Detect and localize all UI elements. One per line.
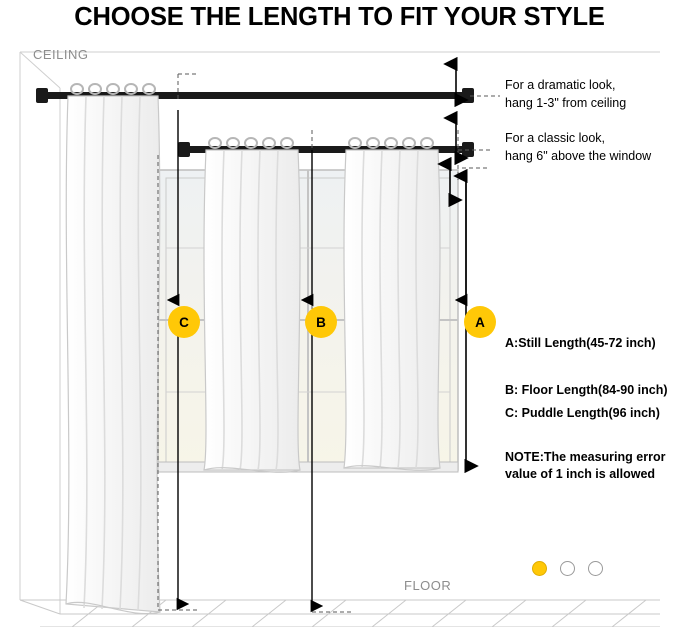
badge-b-label: B — [316, 315, 326, 330]
carousel-dots[interactable] — [532, 558, 652, 578]
callout-classic-line2: hang 6" above the window — [505, 149, 652, 163]
floor-label: FLOOR — [404, 578, 452, 593]
carousel-dot-3[interactable] — [588, 561, 603, 576]
callout-classic-line1: For a classic look, — [505, 131, 606, 145]
badge-c-label: C — [179, 315, 189, 330]
callout-dramatic-line1: For a dramatic look, — [505, 78, 616, 92]
legend-item-a: A:Still Length(45-72 inch) — [505, 336, 656, 350]
legend-item-c: C: Puddle Length(96 inch) — [505, 406, 660, 420]
legend-item-b: B: Floor Length(84-90 inch) — [505, 383, 668, 397]
badge-a — [464, 306, 496, 338]
note-line1: NOTE:The measuring error — [505, 450, 666, 464]
curtain-panel-a — [344, 138, 440, 470]
page-title: CHOOSE THE LENGTH TO FIT YOUR STYLE — [74, 3, 605, 31]
carousel-dot-1[interactable] — [532, 561, 547, 576]
badge-b — [305, 306, 337, 338]
curtain-panel-b — [204, 138, 300, 472]
note-line2: value of 1 inch is allowed — [505, 467, 656, 481]
callout-dramatic-line2: hang 1-3" from ceiling — [505, 96, 627, 110]
badge-a-label: A — [475, 315, 485, 330]
curtain-panel-c — [66, 84, 160, 614]
carousel-dot-2[interactable] — [560, 561, 575, 576]
badge-c — [168, 306, 200, 338]
ceiling-label: CEILING — [33, 47, 89, 62]
